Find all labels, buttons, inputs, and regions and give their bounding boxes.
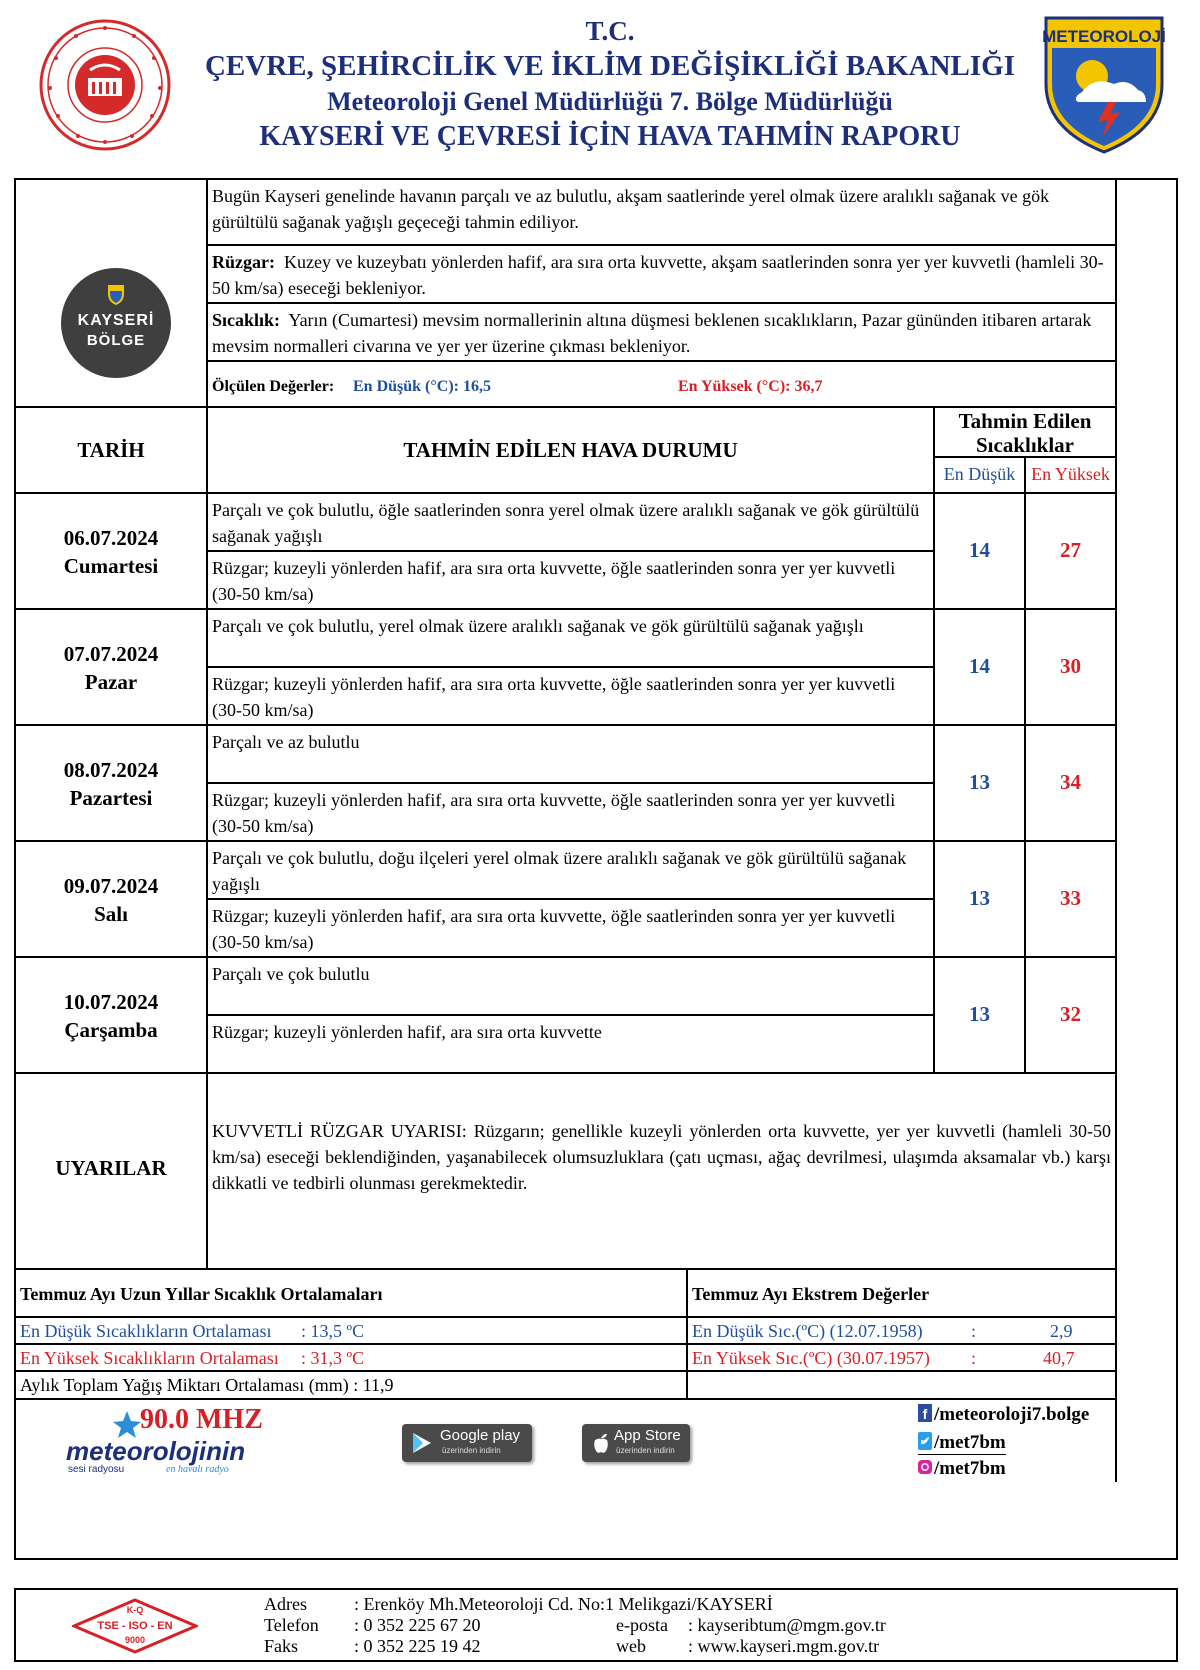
summary-wind (206, 244, 1115, 302)
ext-min-colon: : (971, 1321, 977, 1341)
avg-min-value: : 13,5 ºC (301, 1321, 365, 1341)
col-header-temps-line2: Sıcaklıklar (975, 433, 1075, 457)
summary-temperature (206, 302, 1115, 360)
temp-text: Yarın (Cumartesi) mevsim normallerinin altına düşmesi beklenen sıcaklıkların, Pazar gününden itibaren artarak mevsim normalleri civarına ve yer yer üzerine çıkması bekleniyor. (212, 310, 1092, 356)
measured-values (206, 360, 1115, 404)
warnings-label: UYARILAR (55, 1156, 167, 1180)
temp-label: Sıcaklık: (212, 310, 281, 330)
day-wind: Rüzgar; kuzeyli yönlerden hafif, ara sıra orta kuvvette (206, 1014, 933, 1072)
right-margin-strip (1115, 180, 1178, 1482)
twitter-link[interactable] (918, 1432, 1006, 1455)
col-header-date-cell (16, 406, 206, 492)
day-date-cell (16, 956, 206, 1072)
day-wind: Rüzgar; kuzeyli yönlerden hafif, ara sıra orta kuvvette, öğle saatlerinden sonra yer yer kuvvetli (30-50 km/sa) (206, 550, 933, 608)
day-date-cell (16, 608, 206, 724)
phone-value: : 0 352 225 67 20 (354, 1615, 481, 1635)
climate-ext-title: Temmuz Ayı Ekstrem Değerler (692, 1284, 930, 1304)
day-wind: Rüzgar; kuzeyli yönlerden hafif, ara sıra orta kuvvette, öğle saatlerinden sonra yer yer kuvvetli (30-50 km/sa) (206, 782, 933, 840)
google-play-icon (412, 1432, 432, 1454)
col-header-temps-cell (933, 406, 1115, 456)
avg-max-label: En Yüksek Sıcaklıkların Ortalaması (20, 1348, 279, 1368)
col-header-temps-line1: Tahmin Edilen (958, 409, 1092, 433)
climate-ext-title-cell (686, 1268, 1115, 1316)
day-name: Salı (94, 902, 128, 926)
day-date: 07.07.2024 (63, 642, 159, 666)
day-name: Pazartesi (69, 786, 153, 810)
day-weather: Parçalı ve çok bulutlu, doğu ilçeleri yerel olmak üzere aralıklı sağanak ve gök gürültülü sağanak yağışlı (206, 840, 933, 898)
ministry-seal-icon (30, 18, 180, 153)
day-date-cell (16, 840, 206, 956)
wind-text: Kuzey ve kuzeybatı yönlerden hafif, ara sıra orta kuvvette, akşam saatlerinden sonra yer yer kuvvetli (hamleli 30-50 km/sa) eseceği bekleniyor. (212, 252, 1104, 298)
instagram-handle: /met7bm (934, 1458, 1006, 1479)
cert-top: K-Q (126, 1605, 144, 1615)
header-ministry: ÇEVRE, ŞEHİRCİLİK VE İKLİM DEĞİŞİKLİĞİ BAKANLIĞI (204, 50, 1016, 82)
day-max-temp: 27 (1024, 492, 1115, 608)
facebook-handle: /meteoroloji7.bolge (934, 1404, 1090, 1425)
day-max-temp: 33 (1024, 840, 1115, 956)
ext-min-row (686, 1316, 1115, 1343)
day-name: Pazar (84, 670, 138, 694)
facebook-link[interactable] (918, 1404, 1089, 1426)
ext-max-label: En Yüksek Sıc.(ºC) (30.07.1957) (692, 1348, 930, 1368)
col-header-forecast: TAHMİN EDİLEN HAVA DURUMU (403, 438, 738, 462)
summary-general: Bugün Kayseri genelinde havanın parçalı ve az bulutlu, akşam saatlerinde yerel olmak üzere aralıklı sağanak ve gök gürültülü sağanak yağışlı geçeceği tahmin ediliyor. (206, 180, 1115, 244)
day-max-temp: 30 (1024, 608, 1115, 724)
measured-max: En Yüksek (°C): 36,7 (678, 378, 823, 395)
day-date: 06.07.2024 (63, 526, 159, 550)
web-label: web (616, 1636, 646, 1656)
google-play-button[interactable] (402, 1424, 532, 1462)
day-date: 09.07.2024 (63, 874, 159, 898)
ext-max-colon: : (971, 1348, 977, 1368)
badge-line2: BÖLGE (86, 332, 146, 349)
report-footer (14, 1588, 1178, 1662)
radio-frequency: 90.0 MHZ (140, 1404, 263, 1435)
email-label: e-posta (616, 1615, 668, 1635)
measured-min: En Düşük (°C): 16,5 (353, 378, 491, 395)
col-header-temps (935, 408, 1115, 457)
day-date-cell (16, 724, 206, 840)
twitter-handle: /met7bm (934, 1432, 1006, 1453)
day-date-cell (16, 492, 206, 608)
avg-max-row (16, 1343, 686, 1370)
tse-iso-certificate-icon (72, 1598, 198, 1654)
day-min-temp: 14 (933, 492, 1024, 608)
header-report-title: KAYSERİ VE ÇEVRESİ İÇİN HAVA TAHMİN RAPORU (259, 121, 961, 152)
day-name: Çarşamba (64, 1018, 158, 1042)
kayseri-bolge-badge (61, 268, 171, 378)
header-tc: T.C. (585, 16, 635, 46)
google-play-sub: üzerinden indirin (442, 1446, 501, 1455)
meteoroloji-logo-icon (1042, 14, 1166, 156)
google-play-label: Google play (440, 1427, 521, 1444)
promo-row (16, 1398, 1115, 1482)
app-store-button[interactable] (582, 1424, 690, 1462)
col-header-min: En Düşük (933, 456, 1024, 492)
fax-label: Faks (264, 1636, 299, 1656)
cert-label: TSE - ISO - EN (97, 1620, 173, 1632)
day-weather: Parçalı ve çok bulutlu, yerel olmak üzere aralıklı sağanak ve gök gürültülü sağanak yağışlı (206, 608, 933, 666)
facebook-icon (918, 1404, 932, 1422)
climate-avg-title: Temmuz Ayı Uzun Yıllar Sıcaklık Ortalamaları (20, 1284, 383, 1304)
day-weather: Parçalı ve çok bulutlu, öğle saatlerinden sonra yerel olmak üzere aralıklı sağanak ve gök gürültülü sağanak yağışlı (206, 492, 933, 550)
day-min-temp: 13 (933, 724, 1024, 840)
phone-label: Telefon (264, 1615, 319, 1635)
web-value[interactable]: : www.kayseri.mgm.gov.tr (688, 1636, 880, 1656)
day-min-temp: 13 (933, 840, 1024, 956)
radio-sub: sesi radyosu (68, 1464, 125, 1475)
day-weather: Parçalı ve az bulutlu (206, 724, 933, 782)
address-value: : Erenköy Mh.Meteoroloji Cd. No:1 Melikgazi/KAYSERİ (354, 1594, 773, 1614)
day-max-temp: 34 (1024, 724, 1115, 840)
avg-min-row (16, 1316, 686, 1343)
twitter-icon (918, 1432, 932, 1450)
radio-name: meteorolojinin (66, 1436, 246, 1466)
precip-empty-cell (686, 1370, 1115, 1398)
ext-min-label: En Düşük Sıc.(ºC) (12.07.1958) (692, 1321, 923, 1341)
day-date: 08.07.2024 (63, 758, 159, 782)
day-max-temp: 32 (1024, 956, 1115, 1072)
header-titles (180, 14, 1040, 154)
day-name: Cumartesi (63, 554, 159, 578)
region-badge-cell (16, 180, 206, 432)
app-store-label: App Store (614, 1427, 681, 1444)
warnings-text: KUVVETLİ RÜZGAR UYARISI: Rüzgarın; genellikle kuzeyli yönlerden orta kuvvette, yer yer kuvvetli (hamleli 30-50 km/sa) eseceği beklendiğinden, yaşanabilecek olumsuzluklara (çatı uçması, ağaç devrilmesi, ulaşımda aksamalar vb.) karşı dikkatli ve tedbirli olunması gerekmektedir. (206, 1072, 1115, 1268)
precip-row: Aylık Toplam Yağış Miktarı Ortalaması (mm) : 11,9 (16, 1370, 686, 1398)
wind-label: Rüzgar: (212, 252, 275, 272)
day-date: 10.07.2024 (63, 990, 159, 1014)
day-min-temp: 13 (933, 956, 1024, 1072)
app-store-sub: üzerinden indirin (616, 1446, 675, 1455)
avg-min-label: En Düşük Sıcaklıkların Ortalaması (20, 1321, 272, 1341)
ext-max-value: 40,7 (1043, 1348, 1075, 1368)
col-header-max: En Yüksek (1024, 456, 1115, 492)
col-header-date: TARİH (77, 438, 145, 462)
fax-value: : 0 352 225 19 42 (354, 1636, 481, 1656)
address-label: Adres (264, 1594, 307, 1614)
radio-slogan: en havalı radyo (166, 1464, 229, 1475)
svg-text:METEOROLOJİ: METEOROLOJİ (1042, 27, 1166, 46)
climate-avg-title-cell (16, 1268, 686, 1316)
apple-icon (592, 1432, 610, 1454)
report-header (0, 0, 1200, 170)
email-value[interactable]: : kayseribtum@mgm.gov.tr (688, 1615, 886, 1635)
day-weather: Parçalı ve çok bulutlu (206, 956, 933, 1014)
day-wind: Rüzgar; kuzeyli yönlerden hafif, ara sıra orta kuvvette, öğle saatlerinden sonra yer yer kuvvetli (30-50 km/sa) (206, 898, 933, 956)
warnings-label-cell (16, 1072, 206, 1268)
header-directorate: Meteoroloji Genel Müdürlüğü 7. Bölge Müdürlüğü (327, 87, 893, 116)
svg-text:f: f (922, 1406, 928, 1422)
avg-max-value: : 31,3 ºC (301, 1348, 365, 1368)
cert-bottom: 9000 (124, 1635, 146, 1645)
badge-line1: KAYSERİ (77, 312, 155, 329)
measured-label: Ölçülen Değerler: (212, 378, 335, 395)
instagram-icon (918, 1458, 932, 1476)
badge-shield-icon (107, 284, 125, 306)
day-wind: Rüzgar; kuzeyli yönlerden hafif, ara sıra orta kuvvette, öğle saatlerinden sonra yer yer kuvvetli (30-50 km/sa) (206, 666, 933, 724)
col-header-forecast-cell (206, 406, 933, 492)
forecast-report-table (14, 178, 1178, 1560)
instagram-link[interactable] (918, 1458, 1006, 1480)
ext-min-value: 2,9 (1050, 1321, 1073, 1341)
ext-max-row (686, 1343, 1115, 1370)
day-min-temp: 14 (933, 608, 1024, 724)
